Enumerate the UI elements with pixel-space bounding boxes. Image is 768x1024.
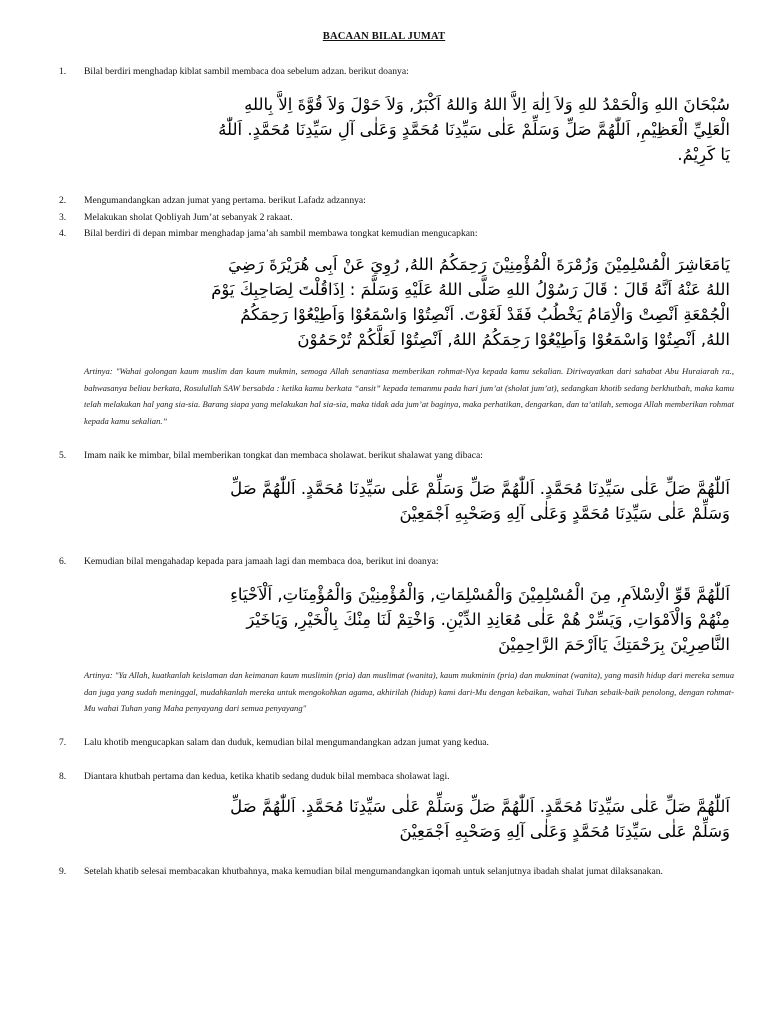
item-number: 5. xyxy=(59,450,67,461)
arabic-line: النَّاصِرِيْنَ بِرَحْمَتِكَ يَااَرْحَمَ الرَّاحِمِيْنَ xyxy=(498,635,730,654)
arabic-line: اللهُ, اَنْصِتُوْا وَاسْمَعُوْا وَاَطِيْعُوْا رَحِمَكُمُ اللهُ, اَنْصِتُوْا لَعَلَّكُمْ تُرْحَمُوْنَ xyxy=(297,330,730,349)
item-number: 1. xyxy=(59,66,67,77)
item-number: 7. xyxy=(59,737,67,748)
arabic-line: مِنْهُمْ وَالْاَمْوَاتِ, وَيَسِّرْ هُمْ عَلٰى مُعَانِدِ الدِّيْنِ. وَاخْتِمْ لَنَا مِنْكَ بِالْخَيْرِ, وَيَاخَيْرَ xyxy=(246,610,730,629)
item-text: Bilal berdiri di depan mimbar menghadap jama’ah sambil membawa tongkat kemudian mengucapkan: xyxy=(84,228,478,239)
item-text: Melakukan sholat Qobliyah Jum’at sebanyak 2 rakaat. xyxy=(84,212,293,223)
arabic-line: الْعَلِيِّ الْعَظِيْمِ, اَللّٰهُمَّ صَلِّ وَسَلِّمْ عَلٰى سَيِّدِنَا مُحَمَّدٍ وَعَلٰى آلِ سَيِّدِنَا مُحَمَّدٍ. اَللّٰهُ xyxy=(218,120,730,139)
arabic-line: وَسَلِّمْ عَلٰى سَيِّدِنَا مُحَمَّدٍ وَعَلٰى آلِهِ وَصَحْبِهِ اَجْمَعِيْنَ xyxy=(399,504,730,523)
item-text: Bilal berdiri menghadap kiblat sambil membaca doa sebelum adzan. berikut doanya: xyxy=(84,66,409,77)
arabic-sholawat-2 xyxy=(230,794,730,844)
arabic-line: اَللّٰهُمَّ قَوِّ الْاِسْلاَمِ, مِنَ الْمُسْلِمِيْنَ وَالْمُسْلِمَاتِ, وَالْمُؤْمِنِيْنَ وَالْمُؤْمِنَاتِ, اَلْاَحْيَاءِ xyxy=(230,585,730,604)
arabic-sholawat xyxy=(230,476,730,526)
item-number: 4. xyxy=(59,228,67,239)
item-text: Imam naik ke mimbar, bilal memberikan tongkat dan membaca sholawat. berikut shalawat yang dibaca: xyxy=(84,450,483,461)
item-text: Diantara khutbah pertama dan kedua, ketika khatib sedang duduk bilal membaca sholawat lagi. xyxy=(84,771,450,782)
arabic-line: اَللّٰهُمَّ صَلِّ عَلٰى سَيِّدِنَا مُحَمَّدٍ. اَللّٰهُمَّ صَلِّ وَسَلِّمْ عَلٰى سَيِّدِنَا مُحَمَّدٍ. اَللّٰهُمَّ صَلِّ xyxy=(230,797,730,816)
arabic-bilal-mimbar xyxy=(211,252,730,352)
item-number: 6. xyxy=(59,556,67,567)
arabic-line: اَللّٰهُمَّ صَلِّ عَلٰى سَيِّدِنَا مُحَمَّدٍ. اَللّٰهُمَّ صَلِّ وَسَلِّمْ عَلٰى سَيِّدِنَا مُحَمَّدٍ. اَللّٰهُمَّ صَلِّ xyxy=(230,479,730,498)
item-text: Lalu khotib mengucapkan salam dan duduk, kemudian bilal mengumandangkan adzan jumat yang kedua. xyxy=(84,737,489,748)
arabic-doa-adzan xyxy=(218,92,730,167)
translation-text: Artinya: "Wahai golongan kaum muslim dan kaum mukmin, semoga Allah senantiasa memberikan rohmat-Nya kepada kamu sekalian. Diriwayatkan dari sahabat Abu Huraiarah ra., bahwasanya beliau berkata, Rosulullah SAW bersabda : ketika kamu berkata “ansit” kepada temanmu pada hari jum’at (sholat jum’at), sedangkan khotib sedang berkhutbah, maka kamu telah melakukan hal yang sia-sia. Barang siapa yang melakukan hal sia-sia, maka tidak ada jum’at baginya, maka perhatikan, dengarkan, dan ta’atilah, semoga Allah memberikan rohmat kepada kamu sekalian.” xyxy=(84,366,734,426)
arabic-line: سُبْحَانَ اللهِ وَالْحَمْدُ للهِ وَلاَ اِلٰهَ اِلاَّ اللهُ وَاللهُ اَكْبَرُ, وَلاَ حَوْلَ وَلاَ قُوَّةَ اِلاَّ بِاللهِ xyxy=(244,95,730,114)
item-number: 8. xyxy=(59,771,67,782)
arabic-doa-jamaah xyxy=(230,582,730,657)
arabic-line: الْجُمْعَةِ اَنْصِتْ وَالْاِمَامُ يَخْطُبُ فَقَدْ لَغَوْتَ. اَنْصِتُوْا وَاسْمَعُوْا وَاَطِيْعُوْا رَحِمَكُمُ xyxy=(240,305,730,324)
translation-text: Artinya: "Ya Allah, kuatkanlah keislaman dan keimanan kaum muslimin (pria) dan muslimat (wanita), kaum mukminin (pria) dan mukminat (wanita), yang masih hidup dari mereka semua dan juga yang sudah meninggal, mudahkanlah mereka untuk mengokohkan agama, akhirilah (hidup) kami dari-Mu dengan kebaikan, wahai Tuhan sebaik-baik penolong, dengan rohmat-Mu wahai Tuhan yang Maha penyayang dari semua penyayang" xyxy=(84,670,734,713)
arabic-line: وَسَلِّمْ عَلٰى سَيِّدِنَا مُحَمَّدٍ وَعَلٰى آلِهِ وَصَحْبِهِ اَجْمَعِيْنَ xyxy=(399,822,730,841)
arabic-line: يَامَعَاشِرَ الْمُسْلِمِيْنَ وَزُمْرَةَ الْمُؤْمِنِيْنَ رَحِمَكُمُ اللهُ, رُوِيَ عَنْ اَبِى هُرَيْرَةَ رَضِيَ xyxy=(228,255,730,274)
item-number: 3. xyxy=(59,212,67,223)
item-text: Mengumandangkan adzan jumat yang pertama. berikut Lafadz adzannya: xyxy=(84,195,366,206)
arabic-line: يَا كَرِيْمُ. xyxy=(677,145,730,164)
item-text: Kemudian bilal mengahadap kepada para jamaah lagi dan membaca doa, berikut ini doanya: xyxy=(84,556,439,567)
item-number: 9. xyxy=(59,866,67,877)
page-title: BACAAN BILAL JUMAT xyxy=(322,31,446,42)
item-text: Setelah khatib selesai membacakan khutbahnya, maka kemudian bilal mengumandangkan iqomah untuk selanjutnya ibadah shalat jumat dilaksanakan. xyxy=(84,866,663,877)
item-number: 2. xyxy=(59,195,67,206)
arabic-line: اللهُ عَنْهُ اَنَّهُ قَالَ : قَالَ رَسُوْلُ اللهِ صَلَّى اللهُ عَلَيْهِ وَسَلَّمَ : اِذَاقُلْتَ لِصَاحِبِكَ يَوْمَ xyxy=(211,280,730,299)
